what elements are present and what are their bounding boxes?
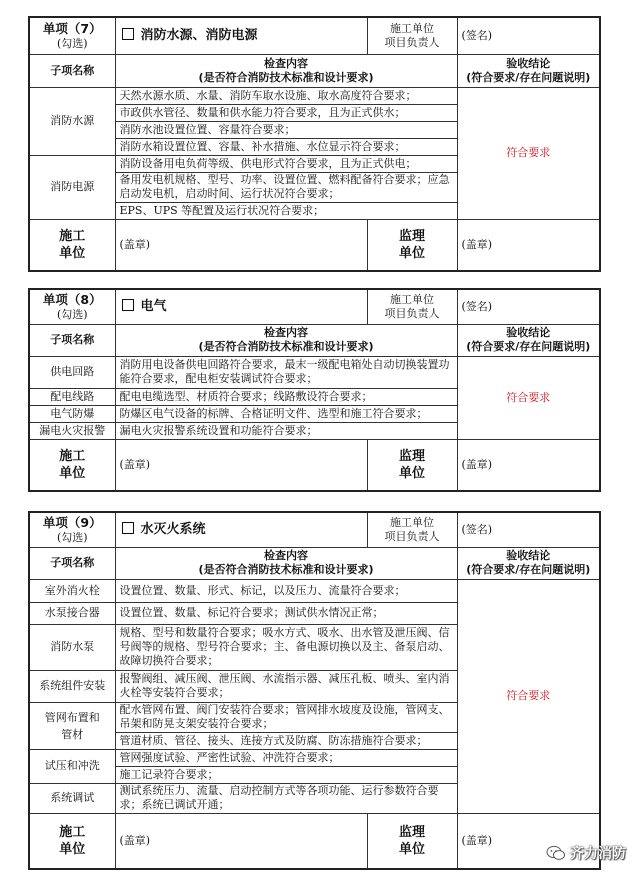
col-sub-item: 子项名称: [29, 54, 115, 87]
supervision-unit-label: 监理单位: [398, 448, 425, 481]
col-check-title: 检查内容: [264, 549, 308, 562]
supervision-unit-cell: [367, 813, 457, 869]
check-line: 管网强度试验、严密性试验、冲洗符合要求；: [115, 749, 457, 766]
pm-label-line-1: 施工单位: [390, 21, 434, 35]
seal-field[interactable]: (盖章): [457, 439, 600, 491]
watermark: [546, 843, 626, 863]
signature-field[interactable]: (签名): [457, 512, 600, 547]
col-result-sub: (符合要求/存在问题说明): [466, 563, 591, 576]
check-line: 配水管网布置、阀门安装符合要求；管网排水坡度及设施，管网支、吊架和防晃支架安装符合要求；: [115, 702, 457, 732]
check-line: 备用发电机规格、型号、功率、设置位置、燃料配备符合要求；应急启动发电机，启动时间、运行状况符合要求；: [115, 172, 457, 202]
check-line: 消防用电设备供电回路符合要求，最末一级配电箱处自动切换装置功能符合要求，配电柜安装调试符合要求；: [115, 356, 457, 388]
check-line: EPS、UPS 等配置及运行状况符合要求；: [115, 202, 457, 219]
col-result: [457, 324, 600, 356]
col-check-sub: (是否符合消防技术标准和设计要求): [198, 563, 374, 576]
seal-field[interactable]: (盖章): [457, 813, 600, 869]
seal-field[interactable]: (盖章): [457, 219, 600, 271]
construction-unit-label: 施工单位: [59, 228, 86, 261]
sub-item-name: 试压和冲洗: [29, 749, 115, 783]
supervision-unit-label: 监理单位: [398, 824, 425, 857]
col-sub-item: 子项名称: [29, 547, 115, 579]
section-7-table: [28, 16, 601, 272]
construction-unit-label: 施工单位: [59, 824, 86, 857]
col-result-sub: (符合要求/存在问题说明): [466, 340, 591, 353]
section-7-title-cell[interactable]: [115, 17, 367, 54]
section-8-label-cell: [29, 289, 115, 324]
sub-item-name: 漏电火灾报警: [29, 422, 115, 439]
section-9-title-cell[interactable]: [115, 512, 367, 547]
section-8-title-cell[interactable]: [115, 289, 367, 324]
wechat-icon: [546, 845, 566, 861]
check-line: 设置位置、数量、形式、标记，以及压力、流量符合要求；: [115, 579, 457, 602]
col-result-title: 验收结论: [506, 549, 551, 562]
section-title: 电气: [140, 299, 167, 315]
seal-field[interactable]: (盖章): [115, 813, 367, 869]
section-8-table: [28, 288, 601, 492]
check-line: 报警阀组、减压阀、泄压阀、水流指示器、减压孔板、喷头、室内消火栓等安装符合要求；: [115, 670, 457, 702]
verdict: 符合要求: [457, 579, 600, 813]
pm-label-line-2: 项目负责人: [384, 35, 440, 49]
col-check-title: 检查内容: [264, 56, 308, 70]
verdict: 符合要求: [457, 87, 600, 219]
col-result-sub: (符合要求/存在问题说明): [466, 70, 591, 84]
check-line: 漏电火灾报警系统设置和功能符合要求；: [115, 422, 457, 439]
sub-item-name: 消防电源: [29, 155, 115, 219]
verdict: 符合要求: [457, 356, 600, 439]
check-line: 施工记录符合要求；: [115, 766, 457, 783]
pm-label-line-1: 施工单位: [390, 515, 434, 529]
sub-item-name: 室外消火栓: [29, 579, 115, 602]
pm-label-cell: [367, 17, 457, 54]
sub-item-name-text: 管网布置和管材: [44, 710, 100, 741]
sub-item-name: 电气防爆: [29, 405, 115, 422]
supervision-unit-label: 监理单位: [398, 228, 425, 261]
section-sub: (勾选): [56, 307, 88, 321]
signature-field[interactable]: (签名): [457, 289, 600, 324]
col-check: [115, 547, 457, 579]
check-line: 市政供水管径、数量和供水能力符合要求，且为正式供水；: [115, 104, 457, 121]
construction-unit-cell: [29, 439, 115, 491]
section-sub: (勾选): [56, 36, 88, 50]
section-label: 单项（7）: [42, 20, 102, 36]
sub-item-name: 消防水泵: [29, 624, 115, 670]
col-result-title: 验收结论: [506, 326, 551, 339]
col-result: [457, 547, 600, 579]
check-line: 规格、型号和数量符合要求；吸水方式、吸水、出水管及泄压阀、信号阀等的规格、型号符合要求；主、备电源切换以及主、备泵启动、故障切换符合要求；: [115, 624, 457, 670]
section-7-label-cell: [29, 17, 115, 54]
col-result-title: 验收结论: [506, 56, 551, 70]
pm-label-cell: [367, 512, 457, 547]
supervision-unit-cell: [367, 219, 457, 271]
sub-item-name: [29, 702, 115, 749]
pm-label-line-2: 项目负责人: [384, 529, 440, 543]
seal-field[interactable]: (盖章): [115, 219, 367, 271]
check-line: 管道材质、管径、接头、连接方式及防腐、防冻措施符合要求；: [115, 732, 457, 749]
section-label: 单项（9）: [42, 514, 102, 530]
check-line: 天然水源水质、水量、消防车取水设施、取水高度符合要求；: [115, 87, 457, 104]
signature-field[interactable]: (签名): [457, 17, 600, 54]
col-check-title: 检查内容: [264, 326, 308, 339]
checkbox-icon[interactable]: [122, 28, 134, 40]
checkbox-icon[interactable]: [122, 299, 134, 311]
col-check-sub: (是否符合消防技术标准和设计要求): [198, 70, 374, 84]
col-check: [115, 324, 457, 356]
check-line: 消防水池设置位置、容量符合要求；: [115, 121, 457, 138]
section-9-label-cell: [29, 512, 115, 547]
construction-unit-label: 施工单位: [59, 448, 86, 481]
check-line: 消防设备用电负荷等级、供电形式符合要求，且为正式供电；: [115, 155, 457, 172]
watermark-text: 齐力消防: [570, 846, 626, 862]
col-result: [457, 54, 600, 87]
construction-unit-cell: [29, 813, 115, 869]
construction-unit-cell: [29, 219, 115, 271]
col-check: [115, 54, 457, 87]
sub-item-name: 配电线路: [29, 388, 115, 405]
section-label: 单项（8）: [42, 291, 102, 307]
pm-label-cell: [367, 289, 457, 324]
pm-label-line-2: 项目负责人: [384, 306, 440, 320]
check-line: 设置位置、数量、标记符合要求；测试供水情况正常；: [115, 602, 457, 624]
sub-item-name: 系统调试: [29, 783, 115, 813]
seal-field[interactable]: (盖章): [115, 439, 367, 491]
supervision-unit-cell: [367, 439, 457, 491]
sub-item-name: 供电回路: [29, 356, 115, 388]
checkbox-icon[interactable]: [122, 522, 134, 534]
sub-item-name: 消防水源: [29, 87, 115, 155]
section-title: 水灭火系统: [140, 522, 206, 538]
section-sub: (勾选): [56, 530, 88, 544]
col-check-sub: (是否符合消防技术标准和设计要求): [198, 340, 374, 353]
check-line: 消防水箱设置位置、容量、补水措施、水位显示符合要求；: [115, 138, 457, 155]
col-sub-item: 子项名称: [29, 324, 115, 356]
pm-label-line-1: 施工单位: [390, 292, 434, 306]
check-line: 防爆区电气设备的标牌、合格证明文件、选型和施工符合要求；: [115, 405, 457, 422]
sub-item-name: 系统组件安装: [29, 670, 115, 702]
sub-item-name: 水泵接合器: [29, 602, 115, 624]
check-line: 配电电缆选型、材质符合要求；线路敷设符合要求；: [115, 388, 457, 405]
check-line: 测试系统压力、流量、启动控制方式等各项功能、运行参数符合要求；系统已调试开通；: [115, 783, 457, 813]
section-9-table: [28, 511, 601, 870]
section-title: 消防水源、消防电源: [140, 28, 258, 44]
